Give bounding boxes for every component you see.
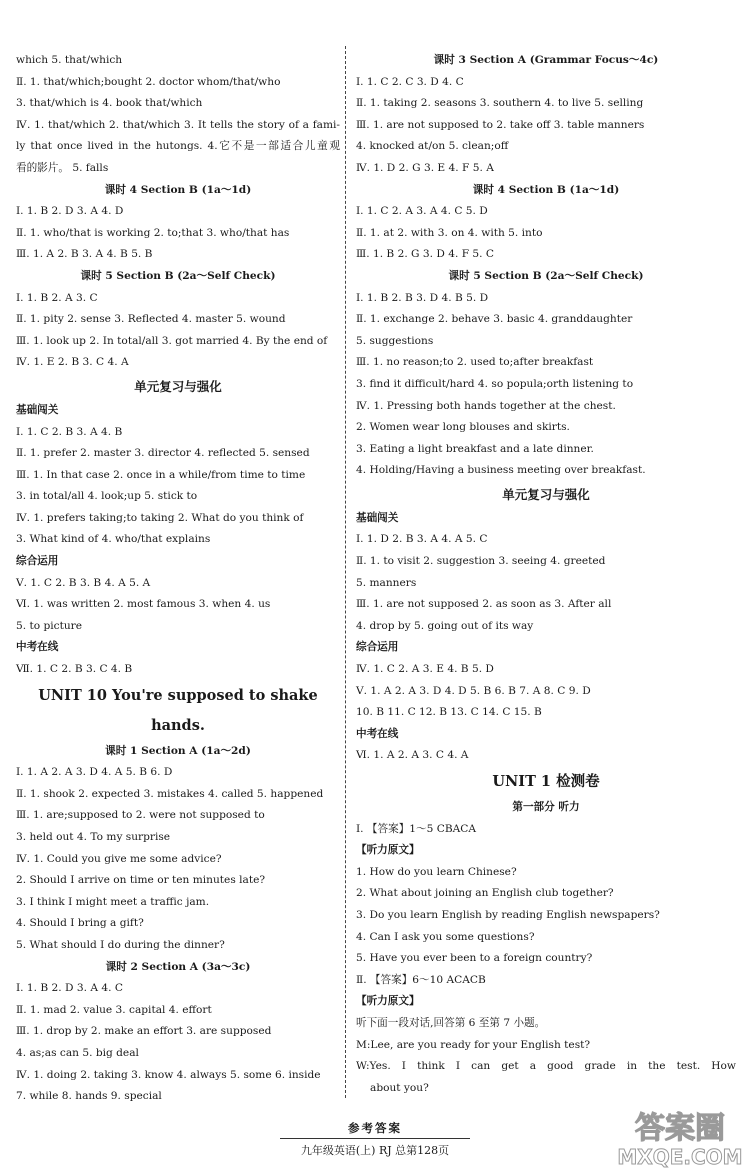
answer-line: Ⅲ. 1. A 2. B 3. A 4. B 5. B [16, 248, 153, 261]
answer-line: Ⅳ. 1. Could you give me some advice? [16, 852, 222, 865]
answer-line: 5. Have you ever been to a foreign country? [356, 952, 593, 965]
lesson-heading: 课时 4 Section B (1a～1d) [472, 183, 620, 196]
answer-line: 1. How do you learn Chinese? [356, 865, 517, 878]
category-label: 中考在线 [356, 727, 399, 740]
answer-line: Ⅲ. 1. In that case 2. once in a while/from time to time [16, 468, 306, 481]
answer-line: 2. Should I arrive on time or ten minutes late? [16, 874, 266, 887]
answer-line: 3. in total/all 4. look;up 5. stick to [16, 490, 198, 503]
answer-line: Ⅱ. 1. taking 2. seasons 3. southern 4. to live 5. selling [356, 97, 644, 110]
answer-line: Ⅰ. 1. C 2. A 3. A 4. C 5. D [356, 205, 488, 218]
answer-line: about you? [370, 1081, 429, 1094]
answer-line: 4. as;as can 5. big deal [16, 1046, 139, 1059]
answer-line: 5. manners [356, 576, 417, 589]
answer-line: 看的影片。 5. falls [16, 161, 109, 174]
answer-line: Ⅶ. 1. C 2. B 3. C 4. B [16, 663, 133, 676]
lesson-heading: 课时 4 Section B (1a～1d) [104, 183, 252, 196]
section-heading: 单元复习与强化 [502, 486, 590, 502]
answer-line: Ⅱ. 1. mad 2. value 3. capital 4. effort [16, 1003, 212, 1016]
answer-line: Ⅳ. 1. Pressing both hands together at the chest. [356, 399, 616, 412]
answer-line: 4. Should I bring a gift? [16, 917, 144, 930]
answer-line: Ⅰ. 1. B 2. D 3. A 4. C [16, 982, 123, 995]
answer-line: 听下面一段对话,回答第 6 至第 7 小题。 [356, 1016, 546, 1029]
category-label: 【听力原文】 [356, 995, 420, 1008]
answer-line: Ⅰ. 1. B 2. B 3. D 4. B 5. D [356, 291, 489, 304]
answer-line: Ⅵ. 1. was written 2. most famous 3. when 4. us [16, 598, 271, 611]
answer-line: Ⅰ. 1. C 2. B 3. A 4. B [16, 425, 123, 438]
answer-line: Ⅱ. 1. who/that is working 2. to;that 3. who/that has [16, 226, 290, 239]
answer-line: Ⅴ. 1. A 2. A 3. D 4. D 5. B 6. B 7. A 8. C 9. D [356, 684, 591, 697]
watermark-line1: 答案圈 [635, 1111, 725, 1146]
answer-line: Ⅱ. 1. exchange 2. behave 3. basic 4. granddaughter [356, 313, 633, 326]
answer-line: Ⅲ. 1. no reason;to 2. used to;after breakfast [356, 356, 594, 369]
answer-line: Ⅱ. 【答案】6～10 ACACB [356, 973, 486, 986]
column-divider [345, 46, 346, 1098]
lesson-heading: 课时 5 Section B (2a～Self Check) [80, 269, 276, 282]
answer-line: 4. knocked at/on 5. clean;off [356, 140, 509, 153]
category-label: 综合运用 [356, 641, 399, 654]
category-label: 【听力原文】 [356, 844, 420, 857]
lesson-heading: 课时 2 Section A (3a～3c) [105, 960, 251, 973]
answer-line: Ⅲ. 1. drop by 2. make an effort 3. are supposed [16, 1025, 272, 1038]
answer-line: Ⅲ. 1. are not supposed 2. as soon as 3. After all [356, 598, 612, 611]
watermark-logo [612, 1108, 748, 1170]
answer-line: Ⅳ. 1. doing 2. taking 3. know 4. always 5. some 6. inside [16, 1068, 321, 1081]
answer-line: 4. Can I ask you some questions? [356, 930, 535, 943]
answer-line: W:Yes. I think I can get a good grade in the test. How [356, 1060, 736, 1073]
answer-line: Ⅰ. 1. D 2. B 3. A 4. A 5. C [356, 533, 488, 546]
answer-line: Ⅱ. 1. pity 2. sense 3. Reflected 4. master 5. wound [16, 313, 286, 326]
answer-line: Ⅳ. 1. that/which 2. that/which 3. It tells the story of a fami- [16, 118, 340, 131]
answer-line: Ⅲ. 1. look up 2. In total/all 3. got married 4. By the end of [16, 334, 328, 347]
answer-line: which 5. that/which [16, 54, 123, 66]
answer-line: 3. find it difficult/hard 4. so popula;orth listening to [356, 377, 634, 390]
section-heading: 单元复习与强化 [134, 378, 222, 394]
lesson-heading: 课时 5 Section B (2a～Self Check) [448, 269, 644, 282]
answer-line: Ⅴ. 1. C 2. B 3. B 4. A 5. A [16, 576, 151, 589]
answer-line: 5. What should I do during the dinner? [16, 938, 225, 951]
footer-rule [280, 1138, 470, 1139]
answer-line: Ⅲ. 1. B 2. G 3. D 4. F 5. C [356, 248, 494, 261]
answer-line: Ⅵ. 1. A 2. A 3. C 4. A [356, 749, 469, 762]
lesson-heading: 课时 1 Section A (1a～2d) [105, 744, 251, 757]
answer-line: 5. suggestions [356, 334, 434, 347]
answer-line: Ⅳ. 1. C 2. A 3. E 4. B 5. D [356, 663, 494, 676]
answer-line: 3. held out 4. To my surprise [16, 831, 171, 843]
answer-line: Ⅱ. 1. to visit 2. suggestion 3. seeing 4. greeted [356, 555, 606, 568]
answer-line: 4. drop by 5. going out of its way [356, 619, 534, 632]
answer-line: ly that once lived in the hutongs. 4.它不是一部适合儿童观 [16, 140, 340, 153]
answer-line: 3. that/which is 4. book that/which [16, 97, 203, 110]
answer-line: Ⅱ. 1. shook 2. expected 3. mistakes 4. called 5. happened [16, 787, 324, 800]
answer-line: Ⅰ. 1. B 2. D 3. A 4. D [16, 205, 124, 218]
watermark-line2: MXQE.COM [617, 1145, 743, 1169]
answer-line: 3. I think I might meet a traffic jam. [16, 895, 210, 908]
left-column [16, 50, 340, 1108]
answer-line: Ⅳ. 1. E 2. B 3. C 4. A [16, 356, 129, 369]
right-column [356, 50, 736, 1099]
answer-line: Ⅱ. 1. at 2. with 3. on 4. with 5. into [356, 226, 543, 239]
footer-page-info: 九年级英语(上) RJ 总第128页 [300, 1144, 450, 1157]
answer-line: 7. while 8. hands 9. special [16, 1090, 162, 1103]
lesson-heading: 课时 3 Section A (Grammar Focus～4c) [433, 54, 659, 66]
category-label: 基础闯关 [356, 511, 399, 524]
answer-line: 5. to picture [16, 619, 82, 632]
answer-line: 2. Women wear long blouses and skirts. [356, 421, 570, 434]
answer-line: 3. What kind of 4. who/that explains [16, 533, 211, 546]
category-label: 基础闯关 [16, 403, 59, 416]
answer-line: Ⅲ. 1. are;supposed to 2. were not supposed to [16, 809, 265, 822]
lesson-heading: 第一部分 听力 [512, 801, 580, 813]
answer-line: Ⅳ. 1. prefers taking;to taking 2. What do you think of [16, 511, 304, 524]
answer-line: Ⅰ. 1. C 2. C 3. D 4. C [356, 75, 464, 88]
answer-line: 10. B 11. C 12. B 13. C 14. C 15. B [356, 706, 542, 719]
category-label: 综合运用 [16, 555, 59, 568]
answer-line: 4. Holding/Having a business meeting over breakfast. [356, 464, 646, 477]
answer-line: Ⅲ. 1. are not supposed to 2. take off 3. table manners [356, 118, 645, 131]
unit-title: UNIT 10 You're supposed to shake hands. [38, 686, 318, 734]
answer-line: Ⅳ. 1. D 2. G 3. E 4. F 5. A [356, 161, 494, 174]
answer-line: 3. Eating a light breakfast and a late dinner. [356, 442, 594, 455]
answer-line: Ⅱ. 1. that/which;bought 2. doctor whom/that/who [16, 75, 281, 88]
answer-line: M:Lee, are you ready for your English test? [356, 1038, 591, 1051]
category-label: 中考在线 [16, 641, 59, 654]
answer-line: 3. Do you learn English by reading English newspapers? [356, 908, 660, 921]
answer-line: Ⅰ. 1. B 2. A 3. C [16, 291, 98, 304]
answer-line: Ⅰ. 【答案】1～5 CBACA [356, 822, 477, 835]
footer-heading: 参考答案 [348, 1121, 402, 1135]
unit-title: UNIT 1 检测卷 [492, 773, 600, 790]
answer-line: Ⅱ. 1. prefer 2. master 3. director 4. reflected 5. sensed [16, 447, 310, 460]
answer-line: Ⅰ. 1. A 2. A 3. D 4. A 5. B 6. D [16, 766, 173, 779]
answer-line: 2. What about joining an English club together? [356, 887, 614, 900]
